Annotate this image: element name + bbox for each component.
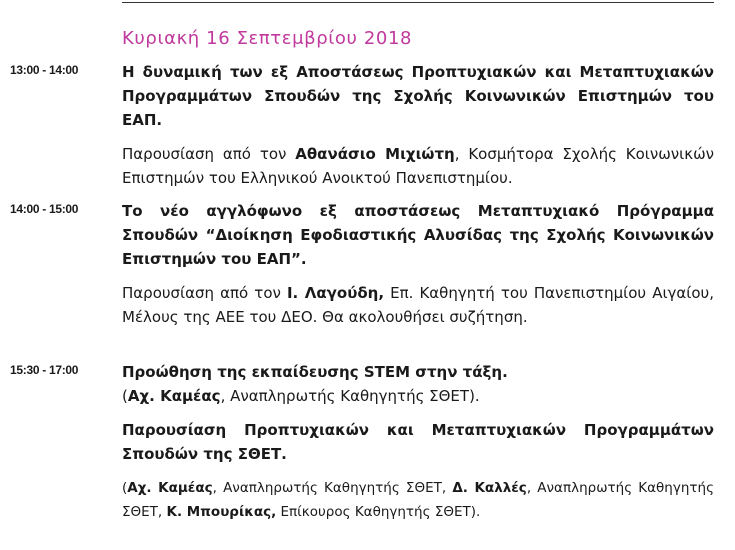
session-content: [122, 60, 714, 190]
date-heading: Κυριακή 16 Σεπτεμβρίου 2018: [122, 28, 413, 49]
session-speakers-2: [122, 476, 714, 524]
session-title-2: Παρουσίαση Προπτυχιακών και Μεταπτυχιακών Προγραμμάτων Σπουδών της ΣΘΕΤ.: [122, 421, 714, 463]
session-content: [122, 199, 714, 329]
speaker-name: Αθανάσιο Μιχιώτη: [295, 145, 455, 163]
session-time: 15:30 - 17:00: [10, 363, 79, 377]
desc-rest: Επ. Καθηγητή του Πανεπιστημίου Αιγαίου, Μέλους της ΑΕΕ του ΔΕΟ. Θα ακολουθήσει συζήτηση.: [122, 284, 714, 326]
session-title: Προώθηση της εκπαίδευσης STEM στην τάξη.: [122, 363, 508, 381]
speaker-rest: , Αναπληρωτής Καθηγητής ΣΘΕΤ,: [212, 480, 453, 496]
speaker-name: Αχ. Καμέας: [127, 480, 213, 496]
session-description: [122, 142, 714, 190]
session-title: Η δυναμική των εξ Αποστάσεως Προπτυχιακών και Μεταπτυχιακών Προγραμμάτων Σπουδών της Σχολής Κοινωνικών Επιστημών του ΕΑΠ.: [122, 63, 714, 129]
speaker-rest: , Αναπληρωτής Καθηγητής ΣΘΕΤ,: [122, 480, 714, 520]
session-content: [122, 360, 714, 524]
top-rule: [122, 2, 714, 3]
paren-open: (: [122, 387, 128, 405]
speaker-name: Ι. Λαγούδη,: [286, 284, 385, 302]
desc-prefix: Παρουσίαση από τον: [122, 284, 287, 302]
paren-open: (: [122, 480, 128, 496]
session-title: Το νέο αγγλόφωνο εξ αποστάσεως Μεταπτυχιακό Πρόγραμμα Σπουδών “Διοίκηση Εφοδιαστικής Αλυσίδας της Σχολής Κοινωνικών Επιστημών του ΕΑΠ”.: [122, 202, 714, 268]
speaker-name: Δ. Καλλές: [452, 480, 527, 496]
session-time: 14:00 - 15:00: [10, 202, 79, 216]
session-time: 13:00 - 14:00: [10, 63, 79, 77]
speaker-rest: , Αναπληρωτής Καθηγητής ΣΘΕΤ).: [220, 387, 480, 405]
session-speaker: [122, 384, 714, 408]
desc-rest: , Κοσμήτορα Σχολής Κοινωνικών Επιστημών του Ελληνικού Ανοικτού Πανεπιστημίου.: [122, 145, 715, 187]
speaker-rest: Επίκουρος Καθηγητής ΣΘΕΤ).: [276, 504, 481, 520]
speaker-name: Αχ. Καμέας: [127, 387, 221, 405]
desc-prefix: Παρουσίαση από τον: [122, 145, 296, 163]
speaker-name: Κ. Μπουρίκας,: [166, 504, 277, 520]
session-description: [122, 281, 714, 329]
